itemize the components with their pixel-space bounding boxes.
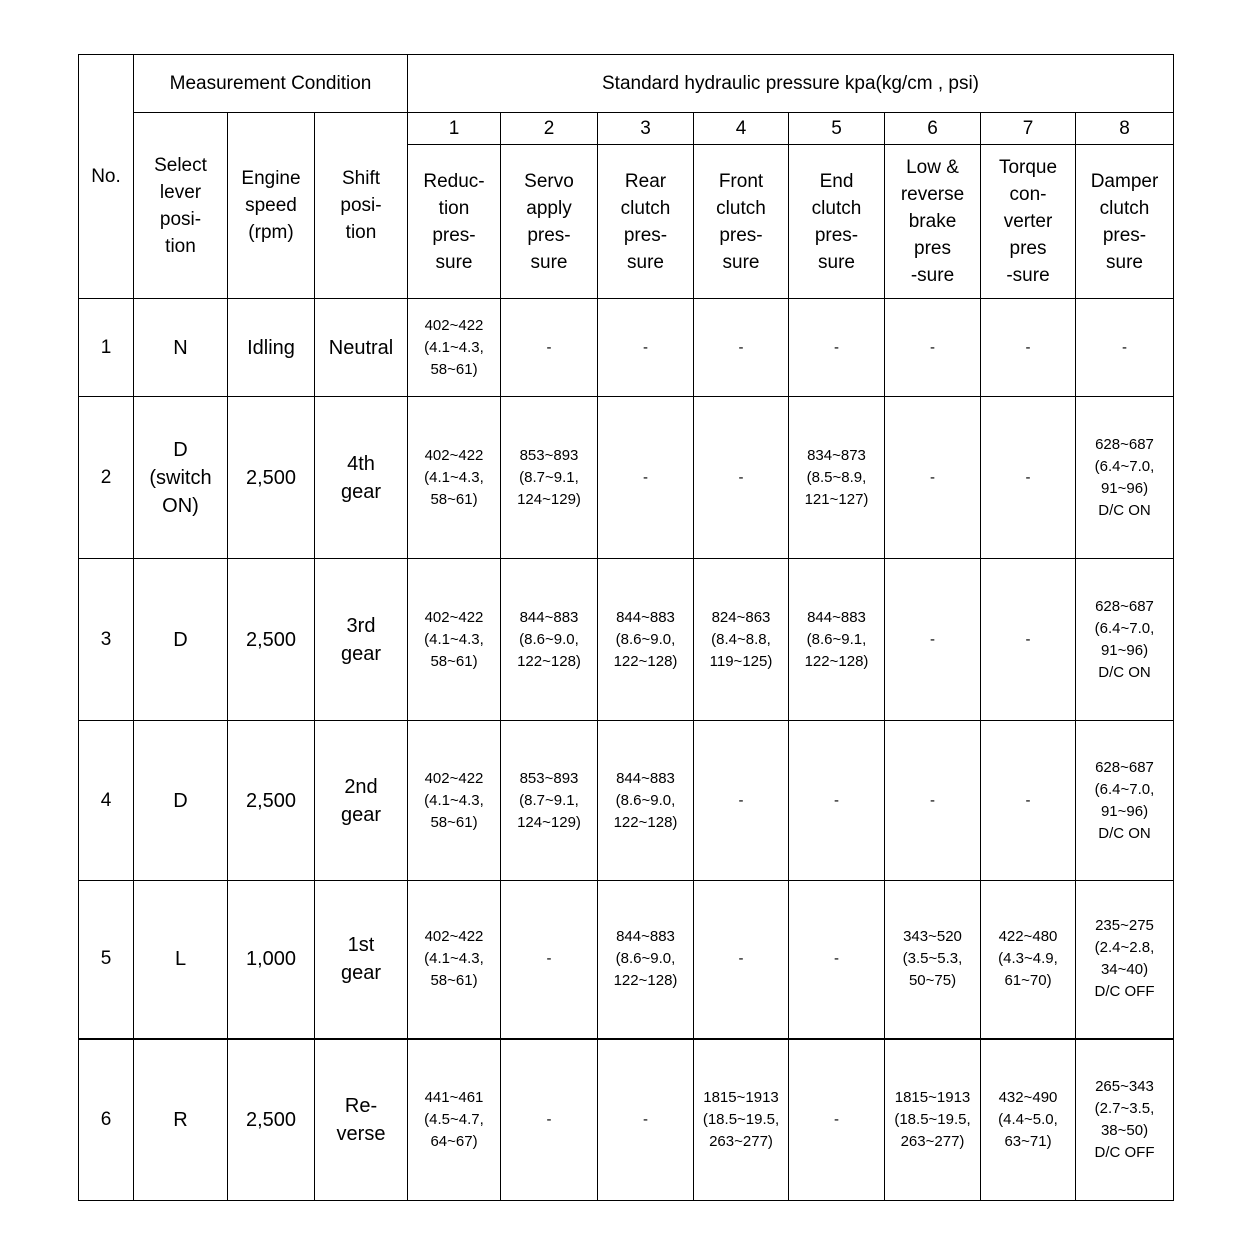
- select-lever-position-header-line: Select: [154, 154, 207, 176]
- pressure-column-label-line: End: [819, 170, 854, 192]
- pressure-column-label-line: Damper: [1090, 170, 1159, 192]
- pressure-value-cell: [885, 559, 981, 721]
- shift-position-line: gear: [340, 803, 382, 826]
- pressure-column-label-line: verter: [1003, 211, 1053, 232]
- pressure-column-label: [694, 145, 789, 299]
- pressure-value-line: -: [1025, 338, 1031, 356]
- pressure-value-line: 263~277): [900, 1132, 965, 1150]
- pressure-value-line: 402~422: [424, 316, 484, 334]
- pressure-column-label-line: clutch: [716, 197, 766, 219]
- pressure-value-line: 628~687: [1095, 435, 1154, 453]
- pressure-value-line: 64~67): [430, 1132, 478, 1150]
- pressure-value-cell: [885, 1039, 981, 1201]
- pressure-column-label-line: Servo: [524, 170, 574, 192]
- pressure-value-line: 58~61): [430, 972, 478, 990]
- pressure-value-line: 61~70): [1004, 972, 1052, 990]
- engine-speed-cell: 2,500: [228, 559, 315, 721]
- pressure-value-line: -: [834, 791, 839, 809]
- select-lever-line: D: [173, 628, 188, 651]
- shift-position-line: Neutral: [328, 336, 394, 359]
- pressure-value-line: 38~50): [1100, 1121, 1149, 1139]
- pressure-value-cell: [408, 1039, 501, 1201]
- pressure-column-number: 7: [981, 113, 1076, 145]
- pressure-value-line: 34~40): [1100, 961, 1149, 979]
- select-lever-line: D: [173, 789, 188, 812]
- pressure-value-cell: [981, 881, 1076, 1039]
- pressure-value-cell: [1076, 559, 1174, 721]
- pressure-value-line: -: [738, 950, 744, 968]
- pressure-value-cell: [885, 397, 981, 559]
- pressure-value-cell: [694, 721, 789, 881]
- pressure-value-line: 844~883: [616, 769, 675, 787]
- select-lever-cell: [134, 1039, 228, 1201]
- pressure-value-line: 844~883: [807, 608, 866, 626]
- shift-position-cell: [315, 299, 408, 397]
- select-lever-position-header-line: lever: [159, 181, 202, 203]
- pressure-column-label-line: sure: [818, 251, 855, 273]
- pressure-value-cell: [789, 397, 885, 559]
- pressure-value-line: -: [643, 468, 648, 486]
- pressure-value-line: 58~61): [430, 652, 478, 670]
- pressure-column-label-line: sure: [1106, 251, 1143, 273]
- engine-speed-header-line: (rpm): [248, 222, 294, 243]
- pressure-value-cell: [598, 299, 694, 397]
- pressure-value-line: (2.4~2.8,: [1094, 939, 1155, 957]
- pressure-value-line: 91~96): [1100, 641, 1149, 659]
- pressure-value-line: 422~480: [998, 928, 1058, 946]
- pressure-value-line: 63~71): [1004, 1132, 1052, 1150]
- pressure-value-cell: [1076, 1039, 1174, 1201]
- engine-speed-cell: Idling: [228, 299, 315, 397]
- pressure-value-line: D/C OFF: [1094, 983, 1155, 1001]
- pressure-value-cell: [598, 397, 694, 559]
- pressure-value-cell: [1076, 881, 1174, 1039]
- pressure-value-line: -: [738, 338, 744, 356]
- pressure-value-line: 58~61): [430, 360, 478, 378]
- pressure-value-cell: [694, 299, 789, 397]
- shift-position-cell: [315, 559, 408, 721]
- pressure-column-label-line: Low &: [906, 157, 959, 178]
- pressure-value-line: 91~96): [1100, 479, 1149, 497]
- pressure-value-line: 124~129): [517, 490, 581, 508]
- pressure-column-label-line: pres-: [719, 224, 763, 246]
- select-lever-cell: [134, 721, 228, 881]
- pressure-value-line: 824~863: [711, 608, 771, 626]
- pressure-value-line: 91~96): [1100, 802, 1149, 820]
- pressure-value-line: (8.6~9.0,: [615, 791, 676, 809]
- table-row: [79, 1039, 1174, 1201]
- pressure-value-line: (4.5~4.7,: [424, 1110, 484, 1128]
- select-lever-position-header-line: posi-: [159, 208, 202, 230]
- shift-position-line: 3rd: [346, 614, 376, 637]
- pressure-value-line: 628~687: [1095, 597, 1154, 615]
- pressure-value-line: 122~128): [613, 652, 678, 670]
- pressure-value-line: (8.7~9.1,: [519, 791, 579, 809]
- pressure-column-label-line: pres-: [432, 224, 476, 246]
- select-lever-line: N: [173, 336, 188, 359]
- pressure-value-line: -: [546, 950, 552, 968]
- pressure-value-line: D/C ON: [1098, 501, 1151, 519]
- pressure-value-line: (4.1~4.3,: [424, 338, 484, 356]
- pressure-column-label-line: sure: [627, 251, 664, 273]
- shift-position-header-line: tion: [345, 222, 377, 243]
- pressure-column-label-line: pres-: [623, 224, 668, 246]
- pressure-column-label-line: -sure: [1006, 265, 1050, 286]
- row-number: 6: [79, 1039, 134, 1201]
- pressure-value-cell: [598, 559, 694, 721]
- engine-speed-cell: 2,500: [228, 397, 315, 559]
- pressure-value-line: (18.5~19.5,: [894, 1110, 971, 1128]
- pressure-value-line: -: [546, 338, 552, 356]
- pressure-value-line: (6.4~7.0,: [1094, 780, 1155, 798]
- row-number: 4: [79, 721, 134, 881]
- pressure-column-label-line: reverse: [900, 184, 965, 205]
- pressure-value-cell: [501, 721, 598, 881]
- pressure-value-line: (6.4~7.0,: [1094, 619, 1155, 637]
- pressure-value-line: -: [1025, 630, 1031, 648]
- pressure-value-cell: [408, 881, 501, 1039]
- pressure-value-line: 628~687: [1095, 758, 1154, 776]
- pressure-value-line: (8.4~8.8,: [711, 630, 771, 648]
- select-lever-cell: [134, 881, 228, 1039]
- table-row: [79, 881, 1174, 1039]
- pressure-value-line: -: [643, 1110, 648, 1128]
- standard-pressure-header: Standard hydraulic pressure kpa(kg/cm , psi): [408, 55, 1174, 113]
- pressure-value-line: 119~125): [709, 652, 773, 670]
- shift-position-line: 2nd: [344, 775, 378, 798]
- row-number: 1: [79, 299, 134, 397]
- pressure-value-line: (2.7~3.5,: [1094, 1099, 1155, 1117]
- pressure-value-cell: [408, 721, 501, 881]
- shift-position-cell: [315, 721, 408, 881]
- pressure-value-line: 834~873: [807, 446, 866, 464]
- pressure-column-number: 5: [789, 113, 885, 145]
- pressure-column-label-line: sure: [435, 251, 473, 273]
- pressure-value-line: 265~343: [1095, 1077, 1154, 1095]
- shift-position-cell: [315, 881, 408, 1039]
- pressure-value-cell: [501, 299, 598, 397]
- pressure-value-cell: [885, 881, 981, 1039]
- pressure-value-line: (8.6~9.1,: [806, 630, 867, 648]
- pressure-column-label: [981, 145, 1076, 299]
- pressure-column-label: [598, 145, 694, 299]
- pressure-value-line: (8.6~9.0,: [519, 630, 579, 648]
- pressure-column-label: [408, 145, 501, 299]
- shift-position-line: 4th: [347, 452, 375, 475]
- pressure-value-line: 122~128): [613, 813, 678, 831]
- shift-position-line: gear: [340, 642, 382, 665]
- select-lever-cell: [134, 397, 228, 559]
- pressure-column-label-line: clutch: [811, 197, 862, 219]
- pressure-column-label-line: pres-: [1102, 224, 1147, 246]
- pressure-value-line: 1815~1913: [894, 1088, 971, 1106]
- select-lever-line: (switch: [149, 466, 212, 489]
- pressure-value-cell: [789, 559, 885, 721]
- pressure-column-number: 6: [885, 113, 981, 145]
- pressure-column-label: [789, 145, 885, 299]
- table-row: [79, 559, 1174, 721]
- pressure-value-cell: [501, 881, 598, 1039]
- pressure-value-line: 235~275: [1095, 917, 1154, 935]
- pressure-value-line: -: [546, 1110, 552, 1128]
- pressure-column-label-line: Rear: [624, 170, 667, 192]
- pressure-value-cell: [694, 397, 789, 559]
- pressure-value-cell: [981, 397, 1076, 559]
- pressure-value-line: (4.1~4.3,: [424, 950, 484, 968]
- pressure-value-line: 263~277): [709, 1132, 773, 1150]
- pressure-value-cell: [1076, 721, 1174, 881]
- pressure-value-cell: [1076, 299, 1174, 397]
- pressure-value-cell: [598, 881, 694, 1039]
- pressure-column-label-line: pres-: [527, 224, 571, 246]
- engine-speed-cell: 2,500: [228, 1039, 315, 1201]
- pressure-column-label-line: Torque: [998, 157, 1058, 178]
- pressure-value-cell: [598, 1039, 694, 1201]
- pressure-value-line: (8.6~9.0,: [615, 950, 676, 968]
- shift-position-cell: [315, 397, 408, 559]
- engine-speed-header-line: speed: [245, 195, 297, 216]
- pressure-value-cell: [789, 299, 885, 397]
- shift-position-line: gear: [340, 962, 382, 985]
- pressure-column-label-line: brake: [908, 211, 957, 232]
- pressure-value-cell: [981, 559, 1076, 721]
- table-row: [79, 397, 1174, 559]
- pressure-column-label: [1076, 145, 1174, 299]
- pressure-value-cell: [501, 559, 598, 721]
- pressure-value-line: 402~422: [424, 446, 484, 464]
- pressure-column-number: 1: [408, 113, 501, 145]
- pressure-value-line: 402~422: [424, 769, 484, 787]
- pressure-value-line: -: [930, 630, 935, 648]
- pressure-value-cell: [981, 299, 1076, 397]
- pressure-column-number: 8: [1076, 113, 1174, 145]
- select-lever-line: ON): [162, 494, 199, 517]
- pressure-value-line: D/C ON: [1098, 663, 1151, 681]
- pressure-value-line: -: [1025, 791, 1031, 809]
- pressure-column-number: 3: [598, 113, 694, 145]
- engine-speed-cell: 2,500: [228, 721, 315, 881]
- pressure-column-label-line: sure: [722, 251, 760, 273]
- pressure-value-line: (8.7~9.1,: [519, 468, 579, 486]
- pressure-value-line: -: [738, 791, 744, 809]
- hydraulic-pressure-table: [78, 54, 1174, 1201]
- pressure-value-cell: [694, 1039, 789, 1201]
- pressure-value-line: 844~883: [616, 928, 675, 946]
- pressure-column-label-line: Front: [718, 170, 764, 192]
- pressure-value-cell: [789, 881, 885, 1039]
- pressure-column-number: 4: [694, 113, 789, 145]
- pressure-value-cell: [694, 559, 789, 721]
- pressure-value-cell: [408, 397, 501, 559]
- pressure-column-label-line: sure: [530, 251, 568, 273]
- shift-position-header-line: posi-: [340, 195, 382, 216]
- pressure-value-line: (18.5~19.5,: [702, 1110, 780, 1128]
- engine-speed-header: [228, 113, 315, 299]
- pressure-column-label-line: pres-: [814, 224, 859, 246]
- pressure-value-line: 343~520: [903, 928, 962, 946]
- pressure-value-cell: [408, 559, 501, 721]
- pressure-column-label-line: apply: [526, 197, 572, 219]
- pressure-value-line: (4.1~4.3,: [424, 791, 484, 809]
- pressure-value-cell: [981, 1039, 1076, 1201]
- pressure-value-line: -: [834, 950, 839, 968]
- engine-speed-cell: 1,000: [228, 881, 315, 1039]
- select-lever-position-header-line: tion: [165, 235, 196, 257]
- pressure-value-line: 121~127): [804, 490, 869, 508]
- pressure-column-number: 2: [501, 113, 598, 145]
- pressure-value-cell: [981, 721, 1076, 881]
- pressure-value-line: -: [1025, 468, 1031, 486]
- pressure-value-cell: [789, 1039, 885, 1201]
- select-lever-line: R: [173, 1108, 188, 1131]
- pressure-value-line: -: [1122, 338, 1127, 356]
- pressure-value-cell: [694, 881, 789, 1039]
- pressure-value-line: 441~461: [424, 1088, 484, 1106]
- pressure-value-line: 124~129): [517, 813, 581, 831]
- pressure-column-label-line: Reduc-: [423, 170, 485, 192]
- pressure-value-cell: [789, 721, 885, 881]
- pressure-value-line: -: [930, 468, 935, 486]
- pressure-value-line: (6.4~7.0,: [1094, 457, 1155, 475]
- pressure-value-line: 58~61): [430, 813, 478, 831]
- pressure-column-label-line: -sure: [910, 265, 955, 286]
- pressure-value-line: (4.1~4.3,: [424, 468, 484, 486]
- pressure-value-line: 50~75): [908, 972, 957, 990]
- pressure-value-line: 122~128): [613, 972, 678, 990]
- select-lever-line: L: [174, 948, 187, 971]
- pressure-value-line: (4.4~5.0,: [998, 1110, 1058, 1128]
- engine-speed-header-line: Engine: [241, 168, 301, 189]
- row-number: 5: [79, 881, 134, 1039]
- pressure-value-line: 844~883: [616, 608, 675, 626]
- pressure-value-line: 853~893: [519, 769, 579, 787]
- pressure-value-line: 122~128): [517, 652, 581, 670]
- pressure-value-line: D/C OFF: [1094, 1143, 1155, 1161]
- pressure-column-label: [885, 145, 981, 299]
- pressure-value-cell: [501, 397, 598, 559]
- pressure-value-cell: [885, 721, 981, 881]
- pressure-value-cell: [885, 299, 981, 397]
- pressure-value-line: -: [930, 791, 935, 809]
- pressure-value-line: (4.1~4.3,: [424, 630, 484, 648]
- row-number: 3: [79, 559, 134, 721]
- pressure-value-line: -: [930, 338, 935, 356]
- pressure-value-line: -: [643, 338, 648, 356]
- pressure-value-line: 853~893: [519, 446, 579, 464]
- pressure-value-cell: [408, 299, 501, 397]
- shift-position-line: verse: [336, 1122, 386, 1145]
- table-row: [79, 299, 1174, 397]
- pressure-column-label-line: pres: [1009, 238, 1047, 259]
- pressure-column-label-line: con-: [1009, 184, 1047, 205]
- select-lever-position-header: [134, 113, 228, 299]
- pressure-column-label-line: tion: [438, 197, 470, 219]
- pressure-value-line: 122~128): [804, 652, 869, 670]
- shift-position-header-line: Shift: [341, 168, 381, 189]
- shift-position-line: 1st: [347, 934, 375, 957]
- table-row: [79, 721, 1174, 881]
- pressure-value-line: (4.3~4.9,: [998, 950, 1058, 968]
- pressure-value-line: 844~883: [519, 608, 579, 626]
- pressure-value-line: (8.5~8.9,: [806, 468, 867, 486]
- pressure-value-line: (8.6~9.0,: [615, 630, 676, 648]
- pressure-value-cell: [598, 721, 694, 881]
- pressure-value-cell: [1076, 397, 1174, 559]
- pressure-value-line: -: [834, 1110, 839, 1128]
- measurement-condition-header: Measurement Condition: [134, 55, 408, 113]
- pressure-column-label-line: clutch: [620, 197, 671, 219]
- pressure-value-line: 402~422: [424, 608, 484, 626]
- select-lever-cell: [134, 299, 228, 397]
- shift-position-cell: [315, 1039, 408, 1201]
- pressure-value-line: 58~61): [430, 490, 478, 508]
- pressure-value-line: 1815~1913: [703, 1088, 779, 1106]
- pressure-column-label-line: clutch: [1099, 197, 1150, 219]
- shift-position-header: [315, 113, 408, 299]
- pressure-value-line: 432~490: [998, 1088, 1058, 1106]
- shift-position-line: Re-: [344, 1094, 378, 1117]
- pressure-value-line: -: [834, 338, 839, 356]
- row-number: 2: [79, 397, 134, 559]
- pressure-value-line: -: [738, 468, 744, 486]
- shift-position-line: gear: [340, 480, 382, 503]
- select-lever-cell: [134, 559, 228, 721]
- pressure-column-label: [501, 145, 598, 299]
- pressure-value-line: 402~422: [424, 928, 484, 946]
- pressure-value-line: (3.5~5.3,: [902, 950, 963, 968]
- select-lever-line: D: [173, 438, 188, 461]
- pressure-value-line: D/C ON: [1098, 824, 1151, 842]
- pressure-value-cell: [501, 1039, 598, 1201]
- pressure-column-label-line: pres: [914, 238, 951, 259]
- no-header: No.: [79, 55, 134, 299]
